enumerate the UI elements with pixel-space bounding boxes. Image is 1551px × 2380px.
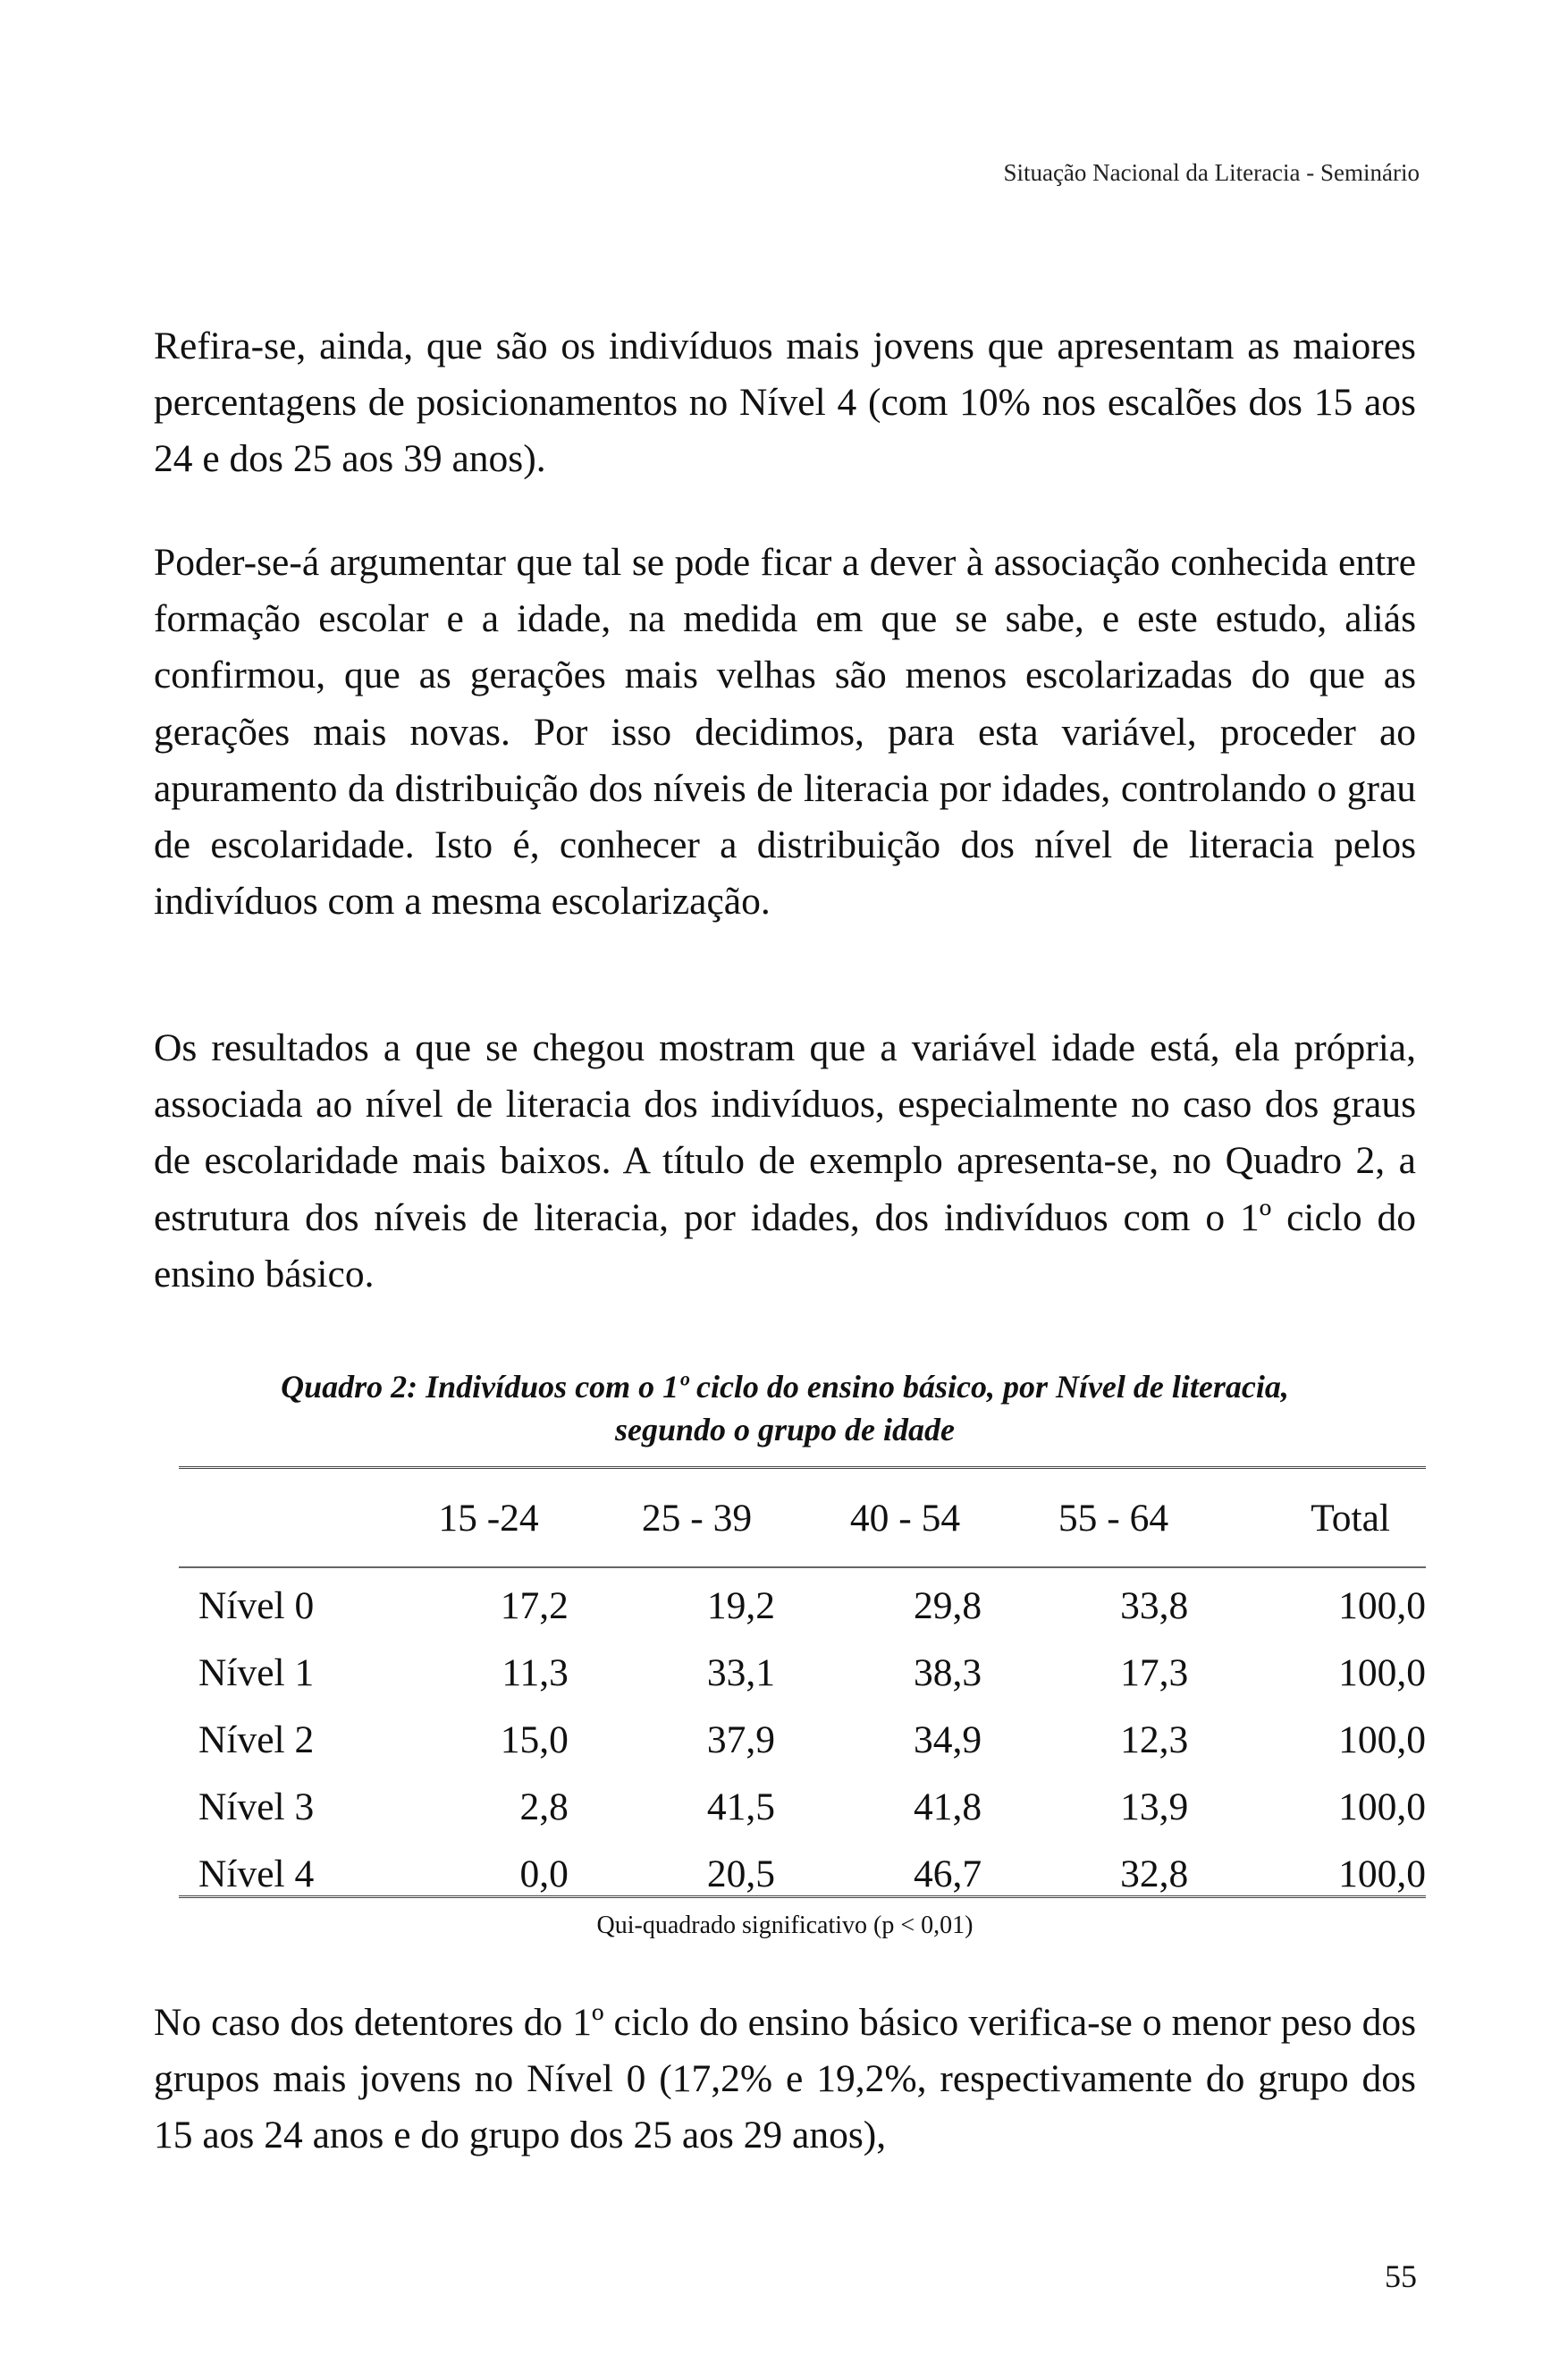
table-cell: 34,9 <box>913 1717 982 1761</box>
paragraph-3: Os resultados a que se chegou mostram que a variável idade está, ela própria, associada ao nível de literacia dos indivíduos, especialmente no caso dos graus de escolaridade mais baixos. A título de exemplo apresenta-se, no Quadro 2, a estrutura dos níveis de literacia, por idades, dos indivíduos com o 1º ciclo do ensino básico. <box>154 1026 1416 1295</box>
row-label: Nível 0 <box>198 1583 315 1627</box>
table-caption <box>154 1365 1416 1451</box>
table-cell: 41,8 <box>913 1785 982 1828</box>
table-body <box>179 1572 1426 1907</box>
table-cell: 0,0 <box>519 1852 569 1895</box>
table-cell: 19,2 <box>706 1583 776 1627</box>
table-cell: 11,3 <box>502 1650 569 1694</box>
column-header: 25 - 39 <box>641 1497 753 1540</box>
table-bottom-rule <box>179 1895 1426 1898</box>
table-cell: 32,8 <box>1120 1852 1189 1895</box>
table-top-rule <box>179 1466 1426 1469</box>
table-cell: 20,5 <box>706 1852 776 1895</box>
table-cell: 2,8 <box>519 1785 569 1828</box>
table-caption-line-2: segundo o grupo de idade <box>614 1412 956 1447</box>
column-header: 15 -24 <box>438 1497 539 1540</box>
row-label: Nível 4 <box>198 1852 315 1895</box>
column-header: 40 - 54 <box>849 1497 961 1540</box>
column-header: Total <box>1311 1497 1390 1540</box>
table-cell: 100,0 <box>1338 1717 1426 1761</box>
table-caption-line-1: Quadro 2: Indivíduos com o 1º ciclo do ensino básico, por Nível de literacia, <box>281 1369 1289 1405</box>
table-cell: 41,5 <box>706 1785 776 1828</box>
table-cell: 29,8 <box>913 1583 982 1627</box>
table-row <box>179 1706 1426 1773</box>
paragraph-1: Refira-se, ainda, que são os indivíduos mais jovens que apresentam as maiores percentagens de posicionamentos no Nível 4 (com 10% nos escalões dos 15 aos 24 e dos 25 aos 39 anos). <box>154 325 1416 481</box>
paragraph-4: No caso dos detentores do 1º ciclo do ensino básico verifica-se o menor peso dos grupos mais jovens no Nível 0 (17,2% e 19,2%, respectivamente do grupo dos 15 aos 24 anos e do grupo dos 25 aos 29 anos), <box>154 2001 1416 2157</box>
table-cell: 17,2 <box>500 1583 569 1627</box>
table-cell: 17,3 <box>1120 1650 1189 1694</box>
table-cell: 100,0 <box>1338 1583 1426 1627</box>
page-number: 55 <box>1385 2258 1417 2294</box>
table-row <box>179 1572 1426 1639</box>
table-cell: 12,3 <box>1120 1717 1189 1761</box>
table-cell: 100,0 <box>1338 1785 1426 1828</box>
paragraph-2: Poder-se-á argumentar que tal se pode ficar a dever à associação conhecida entre formação escolar e a idade, na medida em que se sabe, e este estudo, aliás confirmou, que as gerações mais velhas são menos escolarizadas do que as gerações mais novas. Por isso decidimos, para esta variável, proceder ao apuramento da distribuição dos níveis de literacia por idades, controlando o grau de escolaridade. Isto é, conhecer a distribuição dos nível de literacia pelos indivíduos com a mesma escolarização. <box>154 541 1416 924</box>
table-note: Qui-quadrado significativo (p < 0,01) <box>596 1912 974 1939</box>
row-label: Nível 2 <box>198 1717 315 1761</box>
table-header-rule <box>179 1566 1426 1568</box>
table-cell: 33,8 <box>1120 1583 1189 1627</box>
table-cell: 100,0 <box>1338 1852 1426 1895</box>
table-cell: 37,9 <box>706 1717 776 1761</box>
table-cell: 46,7 <box>913 1852 982 1895</box>
header-corner <box>179 1486 384 1550</box>
row-label: Nível 1 <box>198 1650 315 1694</box>
table-row <box>179 1773 1426 1840</box>
table-header <box>179 1486 1426 1550</box>
table-cell: 13,9 <box>1120 1785 1189 1828</box>
table-row <box>179 1639 1426 1706</box>
table-cell: 100,0 <box>1338 1650 1426 1694</box>
table-cell: 38,3 <box>913 1650 982 1694</box>
column-header: 55 - 64 <box>1058 1497 1169 1540</box>
running-header: Situação Nacional da Literacia - Seminário <box>1003 159 1420 186</box>
row-label: Nível 3 <box>198 1785 315 1828</box>
table-cell: 33,1 <box>706 1650 776 1694</box>
table-cell: 15,0 <box>500 1717 569 1761</box>
